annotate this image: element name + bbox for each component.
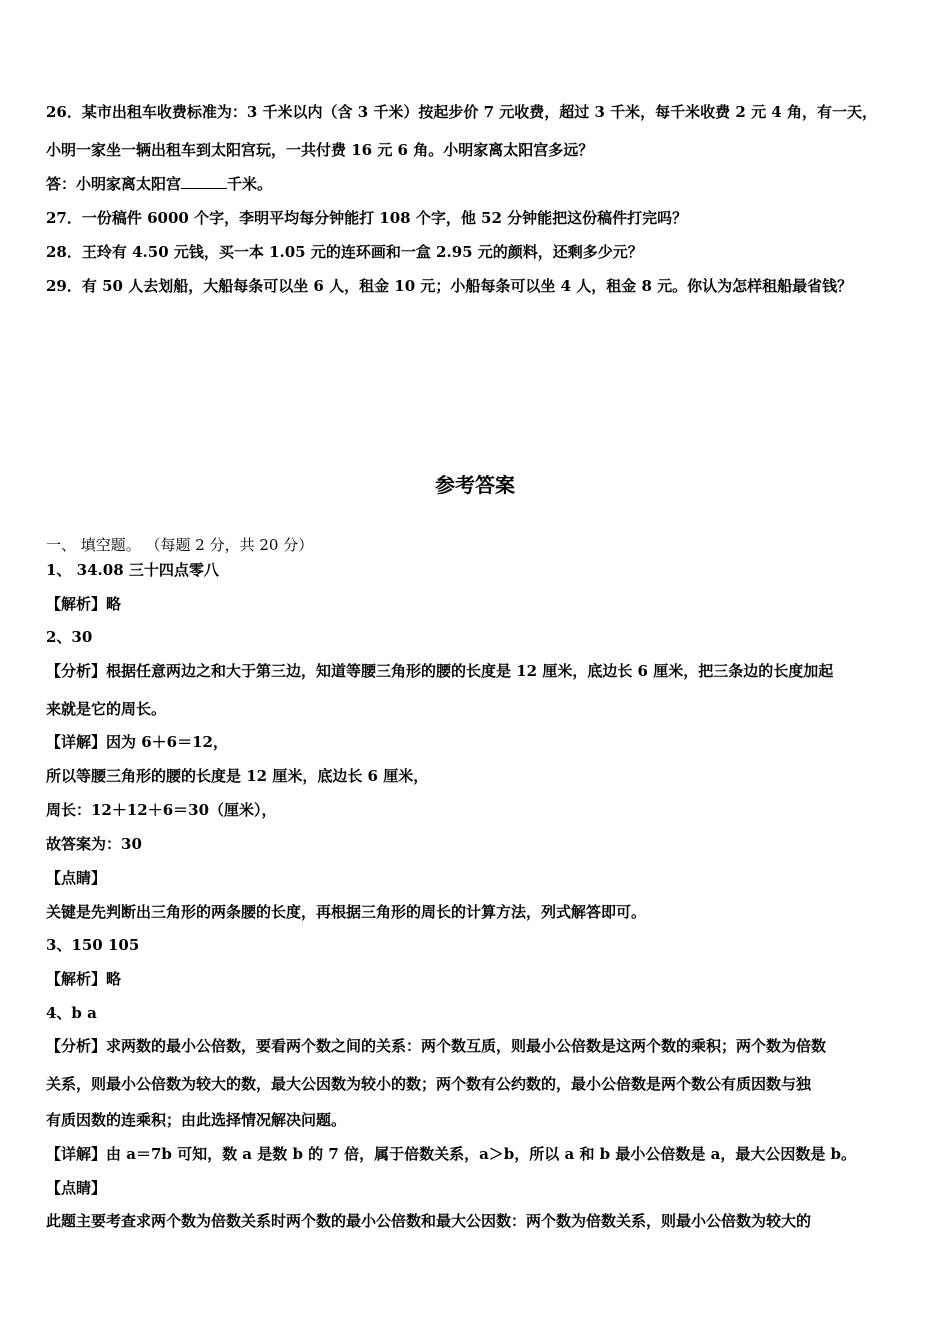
section-heading: 一、 填空题。 （每题 2 分，共 20 分） xyxy=(46,536,314,554)
answer-blank xyxy=(181,174,227,189)
question-26-line-1: 26．某市出租车收费标准为：3 千米以内（含 3 千米）按起步价 7 元收费，超过 3 千米，每千米收费 2 元 4 角，有一天， xyxy=(46,103,877,121)
question-26-line-2: 小明一家坐一辆出租车到太阳宫玩，一共付费 16 元 6 角。小明家离太阳宫多远？ xyxy=(46,141,594,159)
answer-2-detail-line-3: 周长：12＋12＋6＝30（厘米）， xyxy=(46,801,277,819)
answer-prefix: 答：小明家离太阳宫 xyxy=(46,175,182,193)
answer-1-analysis: 【解析】略 xyxy=(46,595,122,613)
answer-2-comment-label: 【点睛】 xyxy=(46,869,107,887)
question-27: 27．一份稿件 6000 个字，李明平均每分钟能打 108 个字，他 52 分钟能把这份稿件打完吗？ xyxy=(46,209,688,227)
question-29: 29．有 50 人去划船，大船每条可以坐 6 人，租金 10 元；小船每条可以坐 4 人，租金 8 元。你认为怎样租船最省钱？ xyxy=(46,277,853,295)
answer-2-detail-line-2: 所以等腰三角形的腰的长度是 12 厘米，底边长 6 厘米， xyxy=(46,767,429,785)
question-28: 28．王玲有 4.50 元钱，买一本 1.05 元的连环画和一盒 2.95 元的颜料，还剩多少元？ xyxy=(46,243,643,261)
answer-2: 2、30 xyxy=(46,628,93,646)
answer-4-analysis-line-3: 有质因数的连乘积；由此选择情况解决问题。 xyxy=(46,1111,347,1129)
answer-4-detail: 【详解】由 a＝7b 可知，数 a 是数 b 的 7 倍，属于倍数关系，a＞b，所以 a 和 b 最小公倍数是 a，最大公因数是 b。 xyxy=(46,1145,857,1163)
answer-2-comment: 关键是先判断出三角形的两条腰的长度，再根据三角形的周长的计算方法，列式解答即可。 xyxy=(46,903,647,921)
answer-2-analysis-line-2: 来就是它的周长。 xyxy=(46,700,167,718)
answer-4-comment: 此题主要考查求两个数为倍数关系时两个数的最小公倍数和最大公因数：两个数为倍数关系，则最小公倍数为较大的 xyxy=(46,1212,812,1230)
answer-3: 3、150 105 xyxy=(46,936,140,954)
answer-2-detail-line-1: 【详解】因为 6＋6＝12， xyxy=(46,733,228,751)
answer-1: 1、 34.08 三十四点零八 xyxy=(46,561,219,579)
answer-2-detail-line-4: 故答案为：30 xyxy=(46,835,142,853)
answer-suffix: 千米。 xyxy=(227,175,273,193)
answer-3-analysis: 【解析】略 xyxy=(46,970,122,988)
answers-title: 参考答案 xyxy=(435,473,515,497)
answer-4-comment-label: 【点睛】 xyxy=(46,1179,107,1197)
question-26-answer-line xyxy=(46,174,916,194)
answer-4-analysis-line-1: 【分析】求两数的最小公倍数，要看两个数之间的关系：两个数互质，则最小公倍数是这两个数的乘积；两个数为倍数 xyxy=(46,1037,827,1055)
answer-4-analysis-line-2: 关系，则最小公倍数为较大的数，最大公因数为较小的数；两个数有公约数的，最小公倍数是两个数公有质因数与独 xyxy=(46,1075,812,1093)
answer-2-analysis-line-1: 【分析】根据任意两边之和大于第三边，知道等腰三角形的腰的长度是 12 厘米，底边长 6 厘米，把三条边的长度加起 xyxy=(46,662,834,680)
answer-4: 4、b a xyxy=(46,1004,97,1022)
